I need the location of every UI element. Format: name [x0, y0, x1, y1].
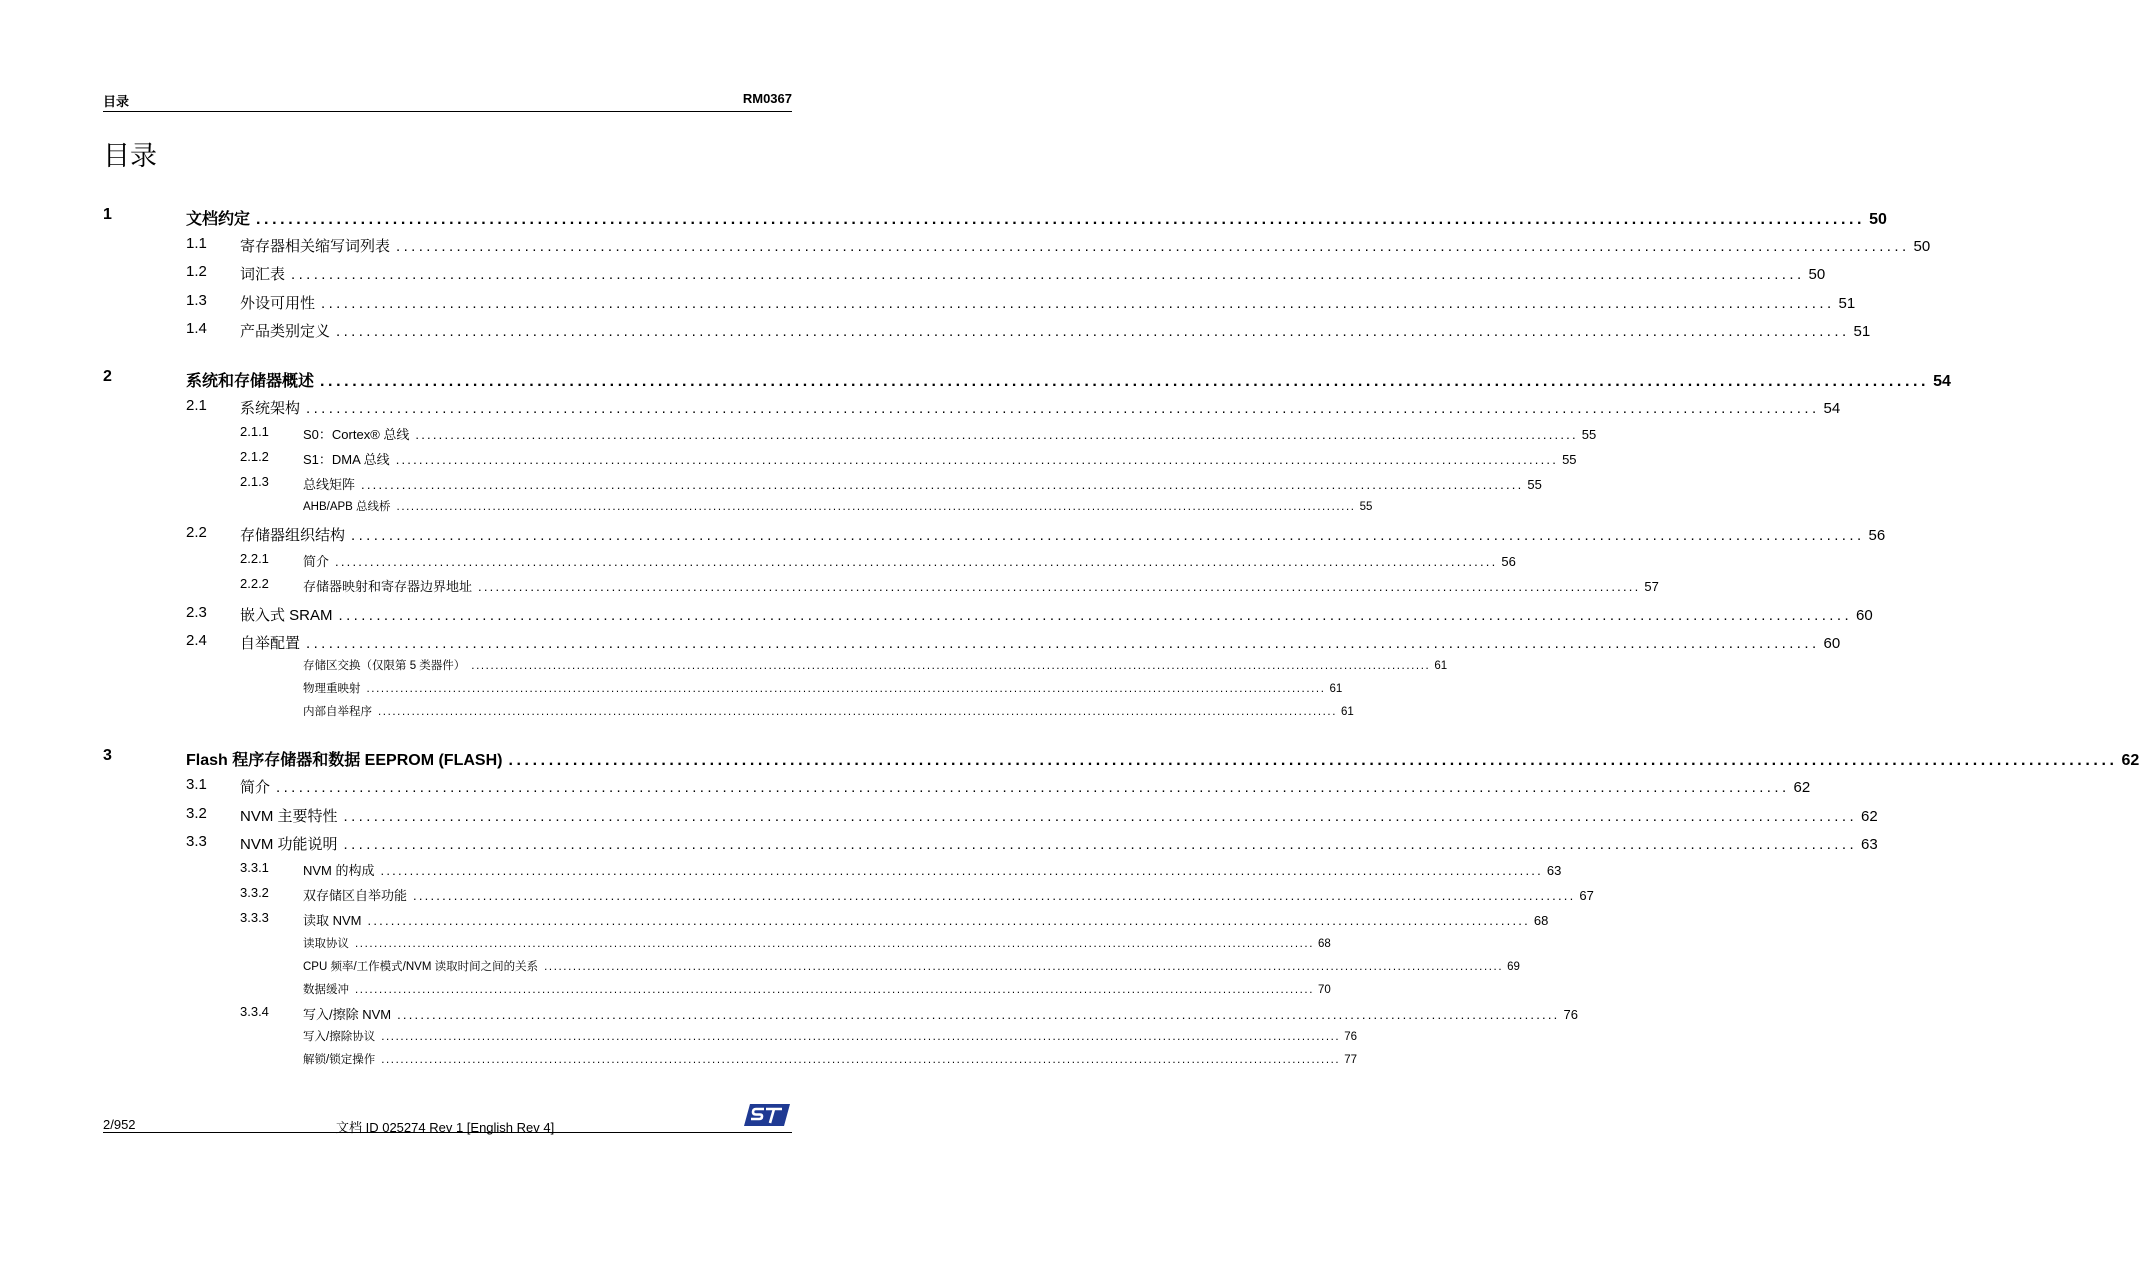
st-logo-icon	[744, 1102, 790, 1128]
toc-dot-leader: ........................................................................................................................................................................................................	[478, 579, 1641, 594]
toc-entry-label: 解锁/锁定操作	[303, 1054, 376, 1066]
toc-entry-label: 简介	[240, 779, 271, 796]
toc-entry-label: 词汇表	[240, 266, 286, 283]
toc-entry-page: 55	[1562, 452, 1577, 467]
toc-entry-label: 嵌入式 SRAM	[240, 607, 333, 624]
toc-entry-page: 61	[1329, 683, 1343, 695]
toc-entry-page: 62	[2121, 752, 2139, 769]
toc-entry-label: 产品类别定义	[240, 323, 331, 340]
toc-entry-page: 50	[1808, 266, 1826, 283]
toc-entry-page: 50	[1913, 238, 1931, 255]
toc-dot-leader: ........................................................................................................................................................................................................	[306, 400, 1820, 417]
toc-entry-number: 1.1	[186, 235, 207, 252]
toc-entry-number: 2.2.1	[240, 551, 269, 566]
toc-dot-leader: ........................................................................................................................................................................................................	[351, 527, 1865, 544]
toc-entry-number: 3.3	[186, 833, 207, 850]
toc-entry-number: 1.2	[186, 263, 207, 280]
toc-dot-leader: ........................................................................................................................................................................................................	[378, 706, 1338, 718]
toc-dot-leader: ........................................................................................................................................................................................................	[355, 938, 1315, 950]
toc-entry-page: 70	[1318, 984, 1331, 996]
toc-entry-number: 2.3	[186, 604, 207, 621]
toc-entry-page: 57	[1644, 579, 1659, 594]
toc-entry-label: 外设可用性	[240, 295, 316, 312]
toc-dot-leader: ........................................................................................................................................................................................................	[306, 635, 1820, 652]
toc-entry-label: 存储器映射和寄存器边界地址	[303, 579, 473, 594]
toc-entry-label: 写入/擦除 NVM	[303, 1007, 392, 1022]
toc-entry-label: NVM 的构成	[303, 863, 375, 878]
toc-entry-page: 60	[1856, 607, 1873, 624]
toc-dot-leader: ........................................................................................................................................................................................................	[336, 323, 1850, 340]
toc-entry-number: 2.1.1	[240, 424, 269, 439]
toc-entry-label: 双存储区自举功能	[303, 888, 408, 903]
page-title: 目录	[103, 141, 157, 171]
toc-entry-label: 自举配置	[240, 635, 301, 652]
toc-entry-page: 60	[1823, 635, 1841, 652]
toc-entry-number: 2.1.2	[240, 449, 269, 464]
toc-dot-leader: ........................................................................................................................................................................................................	[395, 452, 1559, 467]
toc-entry-number: 3.3.1	[240, 860, 269, 875]
toc-dot-leader: ........................................................................................................................................................................................................	[381, 1031, 1341, 1043]
toc-entry-page: 54	[1933, 373, 1951, 390]
toc-entry-label: 存储器组织结构	[240, 527, 346, 544]
toc-entry-label: 总线矩阵	[303, 477, 356, 492]
toc-entry-page: 51	[1838, 295, 1856, 312]
toc-dot-leader: ........................................................................................................................................................................................................	[291, 266, 1805, 283]
toc-entry-page: 61	[1434, 660, 1448, 672]
toc-entry-label: 数据缓冲	[303, 984, 349, 996]
toc-entry-page: 51	[1853, 323, 1871, 340]
toc-entry-page: 67	[1579, 888, 1594, 903]
toc-entry-page: 68	[1533, 913, 1549, 928]
toc-entry-label: 存储区交换（仅限第 5 类器件）	[303, 660, 466, 672]
toc-entry-page: 55	[1581, 427, 1597, 442]
toc-dot-leader: ........................................................................................................................................................................................................	[343, 836, 1858, 853]
toc-dot-leader: ........................................................................................................................................................................................................	[343, 808, 1858, 825]
toc-entry-number: 3.3.2	[240, 885, 269, 900]
toc-entry-number: 2.4	[186, 632, 207, 649]
toc-entry-label: Flash 程序存储器和数据 EEPROM (FLASH)	[186, 752, 503, 769]
toc-dot-leader: ........................................................................................................................................................................................................	[544, 961, 1504, 973]
toc-entry-page: 50	[1869, 211, 1887, 228]
toc-entry-number: 2.1.3	[240, 474, 269, 489]
header-rule	[103, 111, 792, 112]
toc-entry-page: 69	[1507, 961, 1520, 973]
toc-dot-leader: ........................................................................................................................................................................................................	[361, 477, 1524, 492]
toc-entry-number: 2.2	[186, 524, 207, 541]
toc-entry-page: 68	[1318, 938, 1331, 950]
toc-dot-leader: ........................................................................................................................................................................................................	[320, 373, 1930, 390]
toc-entry-page: 56	[1501, 554, 1516, 569]
toc-entry-page: 77	[1344, 1054, 1358, 1066]
toc-entry-label: 系统架构	[240, 400, 301, 417]
toc-entry-label: 写入/擦除协议	[303, 1031, 376, 1043]
toc-entry-label: NVM 主要特性	[240, 808, 338, 825]
toc-entry-number: 2	[103, 368, 112, 385]
toc-entry-label: 寄存器相关缩写词列表	[240, 238, 391, 255]
toc-entry-number: 3.2	[186, 805, 207, 822]
toc-dot-leader: ........................................................................................................................................................................................................	[355, 984, 1315, 996]
toc-entry-page: 62	[1861, 808, 1878, 825]
toc-dot-leader: ........................................................................................................................................................................................................	[335, 554, 1498, 569]
toc-dot-leader: ........................................................................................................................................................................................................	[338, 607, 1853, 624]
toc-entry-page: 55	[1359, 501, 1373, 513]
toc-entry-page: 56	[1868, 527, 1886, 544]
toc-dot-leader: ........................................................................................................................................................................................................	[396, 238, 1910, 255]
toc-dot-leader: ........................................................................................................................................................................................................	[321, 295, 1835, 312]
toc-dot-leader: ........................................................................................................................................................................................................	[366, 683, 1326, 695]
toc-entry-label: 简介	[303, 554, 330, 569]
toc-dot-leader: ........................................................................................................................................................................................................	[276, 779, 1790, 796]
toc-entry-page: 61	[1341, 706, 1354, 718]
toc-dot-leader: ........................................................................................................................................................................................................	[380, 863, 1543, 878]
toc-entry-number: 1.4	[186, 320, 207, 337]
toc-entry-label: 系统和存储器概述	[186, 373, 315, 390]
toc-dot-leader: ........................................................................................................................................................................................................	[397, 1007, 1560, 1022]
toc-entry-label: NVM 功能说明	[240, 836, 338, 853]
toc-entry-label: 物理重映射	[303, 683, 361, 695]
toc-entry-page: 55	[1527, 477, 1542, 492]
toc-entry-label: 读取 NVM	[303, 913, 362, 928]
toc-entry-page: 63	[1861, 836, 1878, 853]
toc-entry-number: 1.3	[186, 292, 207, 309]
toc-dot-leader: ........................................................................................................................................................................................................	[367, 913, 1530, 928]
toc-entry-label: S1：DMA 总线	[303, 452, 390, 467]
toc-entry-label: AHB/APB 总线桥	[303, 501, 391, 513]
toc-entry-page: 76	[1344, 1031, 1358, 1043]
toc-entry-page: 76	[1563, 1007, 1578, 1022]
toc-entry-page: 63	[1546, 863, 1562, 878]
toc-entry-number: 3.1	[186, 776, 207, 793]
toc-entry-label: 内部自举程序	[303, 706, 372, 718]
toc-dot-leader: ........................................................................................................................................................................................................	[381, 1054, 1341, 1066]
footer-page-number: 2/952	[103, 1117, 136, 1132]
footer-doc-id: 文档 ID 025274 Rev 1 [English Rev 4]	[336, 1120, 555, 1135]
running-header-docref: RM0367	[742, 91, 792, 106]
toc-entry-number: 3.3.3	[240, 910, 269, 925]
toc-entry-label: S0：Cortex® 总线	[303, 427, 410, 442]
toc-entry-label: 读取协议	[303, 938, 349, 950]
toc-dot-leader: ........................................................................................................................................................................................................	[413, 888, 1576, 903]
toc-dot-leader: ........................................................................................................................................................................................................	[415, 427, 1578, 442]
toc-dot-leader: ........................................................................................................................................................................................................	[256, 211, 1866, 228]
toc-entry-number: 3.3.4	[240, 1004, 269, 1019]
toc-entry-label: 文档约定	[186, 211, 251, 228]
toc-entry-number: 3	[103, 747, 112, 764]
toc-dot-leader: ........................................................................................................................................................................................................	[471, 660, 1431, 672]
toc-entry-number: 2.2.2	[240, 576, 269, 591]
toc-entry-page: 62	[1793, 779, 1811, 796]
toc-entry-number: 1	[103, 206, 112, 223]
toc-entry-number: 2.1	[186, 397, 207, 414]
toc-entry-label: CPU 频率/工作模式/NVM 读取时间之间的关系	[303, 961, 539, 973]
toc-dot-leader: ........................................................................................................................................................................................................	[396, 501, 1356, 513]
toc-entry-page: 54	[1823, 400, 1841, 417]
running-header-section: 目录	[103, 94, 130, 109]
toc-dot-leader: ........................................................................................................................................................................................................	[508, 752, 2118, 769]
